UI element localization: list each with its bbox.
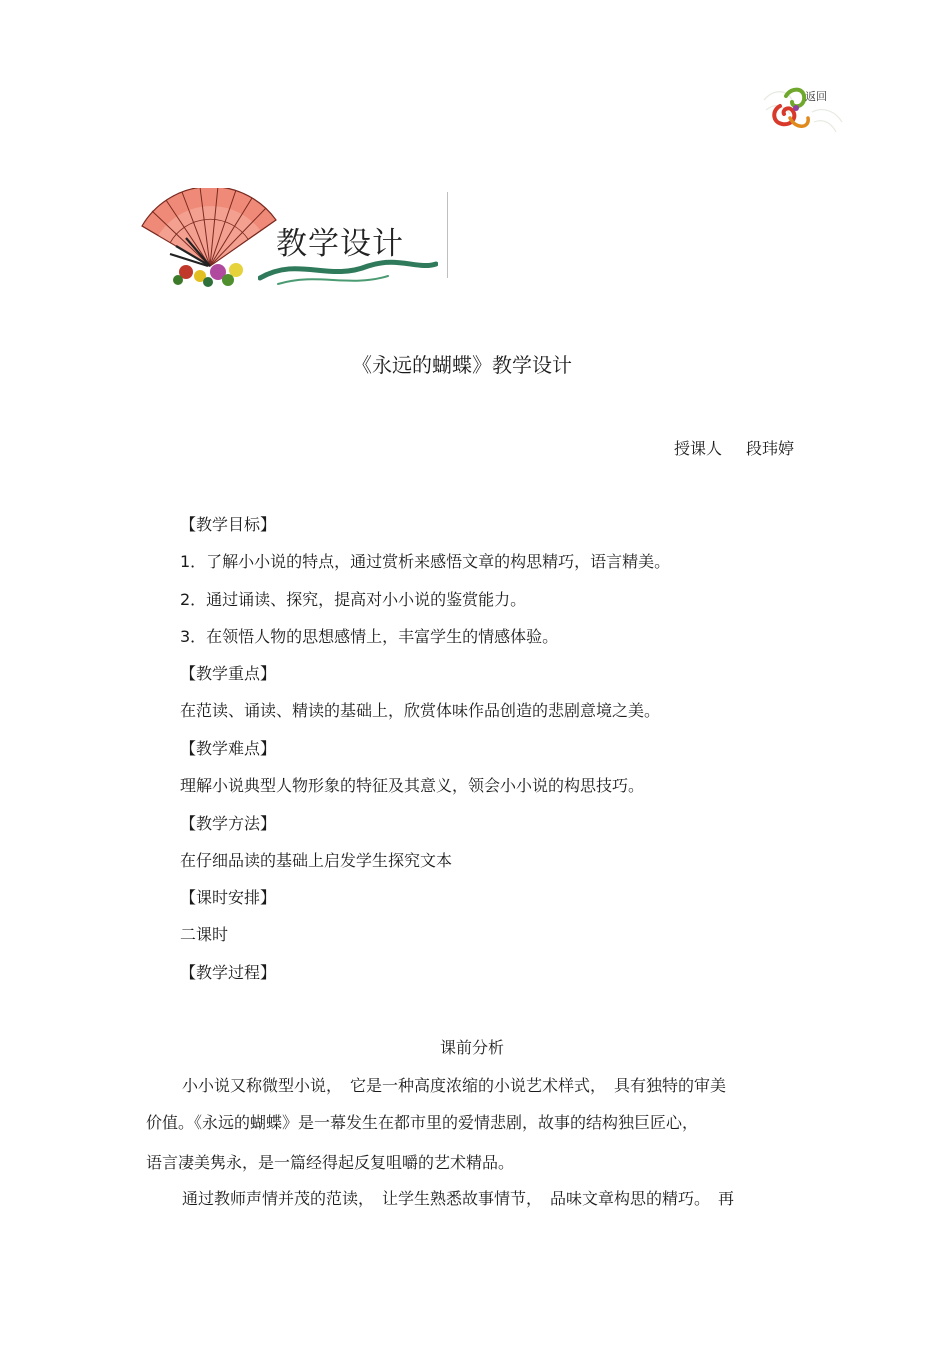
document-title: 《永远的蝴蝶》教学设计 xyxy=(352,353,572,377)
paragraph-line: 小小说又称微型小说， 它是一种高度浓缩的小说艺术样式， 具有独特的审美 xyxy=(182,1076,727,1095)
back-label: 返回 xyxy=(805,90,827,103)
author-label: 授课人 xyxy=(674,439,723,458)
paragraph-line: 通过教师声情并茂的范读， 让学生熟悉故事情节， 品味文章构思的精巧。 再 xyxy=(182,1189,735,1208)
section-heading: 【教学方法】 xyxy=(180,814,277,833)
section-text: 二课时 xyxy=(180,925,229,944)
author-line xyxy=(674,436,794,459)
section-heading: 【教学重点】 xyxy=(180,664,277,683)
swirl-logo-icon xyxy=(762,78,847,136)
paragraph-line: 语言凄美隽永，是一篇经得起反复咀嚼的艺术精品。 xyxy=(146,1153,515,1172)
objective-line: 2．通过诵读、探究，提高对小小说的鉴赏能力。 xyxy=(180,590,527,609)
analysis-heading: 课前分析 xyxy=(439,1038,504,1057)
section-heading: 【课时安排】 xyxy=(180,888,277,907)
section-text: 在范读、诵读、精读的基础上，欣赏体味作品创造的悲剧意境之美。 xyxy=(180,701,661,720)
paragraph-line: 价值。《永远的蝴蝶》是一幕发生在都市里的爱情悲剧，故事的结构独巨匠心， xyxy=(146,1113,699,1132)
section-heading: 【教学过程】 xyxy=(180,963,277,982)
author-name: 段玮婷 xyxy=(746,439,795,458)
back-button[interactable] xyxy=(762,78,847,136)
section-text: 理解小说典型人物形象的特征及其意义，领会小小说的构思技巧。 xyxy=(180,776,645,795)
divider xyxy=(447,192,448,278)
banner-title: 教学设计 xyxy=(276,226,404,262)
section-banner xyxy=(140,188,452,288)
objective-line: 1．了解小小说的特点，通过赏析来感悟文章的构思精巧，语言精美。 xyxy=(180,552,671,571)
section-text: 在仔细品读的基础上启发学生探究文本 xyxy=(180,851,453,870)
section-heading: 【教学难点】 xyxy=(180,739,277,758)
objective-line: 3．在领悟人物的思想感情上，丰富学生的情感体验。 xyxy=(180,627,559,646)
section-heading: 【教学目标】 xyxy=(180,515,277,534)
